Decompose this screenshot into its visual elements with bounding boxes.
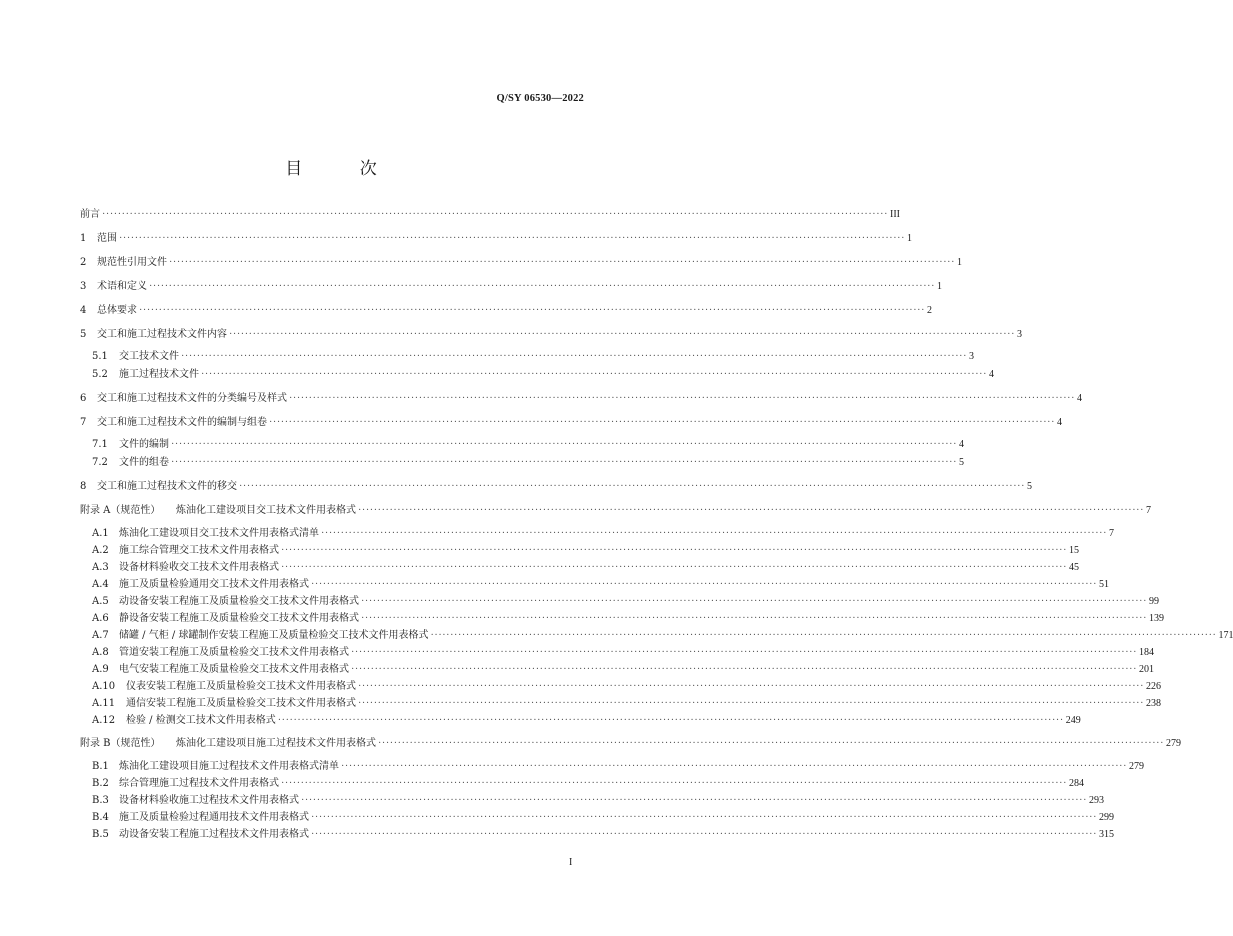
toc-entry-b-5[interactable] bbox=[92, 825, 1115, 841]
leader-dots: ········································································································································································································ bbox=[358, 698, 1145, 709]
entry-number: A.7 bbox=[92, 630, 109, 641]
entry-page: 4 bbox=[1077, 393, 1083, 404]
toc-title: 目 次 bbox=[285, 159, 403, 179]
entry-number: 5 bbox=[80, 329, 87, 340]
entry-number: 8 bbox=[80, 481, 87, 492]
toc-entry-8[interactable] bbox=[80, 477, 1033, 493]
page-number: I bbox=[569, 857, 573, 868]
entry-title: 动设备安装工程施工及质量检验交工技术文件用表格式 bbox=[119, 596, 359, 607]
entry-title: 动设备安装工程施工过程技术文件用表格式 bbox=[119, 829, 309, 840]
leader-dots: ········································································································································································································ bbox=[277, 715, 1064, 726]
leader-dots: ········································································································································································································ bbox=[139, 305, 926, 316]
toc-entry-a-8[interactable] bbox=[92, 643, 1155, 659]
entry-page: 5 bbox=[959, 457, 965, 468]
leader-dots: ········································································································································································································ bbox=[358, 505, 1145, 516]
leader-dots: ········································································································································································································ bbox=[181, 351, 968, 362]
leader-dots: ········································································································································································································ bbox=[229, 329, 1016, 340]
entry-page: 3 bbox=[969, 351, 975, 362]
entry-number: B.4 bbox=[92, 812, 109, 823]
entry-number: 4 bbox=[80, 305, 87, 316]
leader-dots: ········································································································································································································ bbox=[430, 630, 1217, 641]
entry-title: 施工过程技术文件 bbox=[119, 369, 199, 380]
entry-page: 171 bbox=[1218, 630, 1233, 641]
entry-title: 炼油化工建设项目交工技术文件用表格式 bbox=[176, 505, 356, 516]
entry-number: 附录 B（规范性） bbox=[80, 738, 161, 749]
toc-entry-b-3[interactable] bbox=[92, 791, 1105, 807]
toc-entry-5-1[interactable] bbox=[92, 347, 975, 363]
leader-dots: ········································································································································································································ bbox=[171, 457, 958, 468]
entry-number: B.5 bbox=[92, 829, 109, 840]
entry-number: 5.1 bbox=[92, 351, 108, 362]
toc-entry-7[interactable] bbox=[80, 413, 1063, 429]
entry-title: 综合管理施工过程技术文件用表格式 bbox=[119, 778, 279, 789]
entry-title: 总体要求 bbox=[97, 305, 137, 316]
toc-entry-3[interactable] bbox=[80, 277, 943, 293]
toc-entry-6[interactable] bbox=[80, 389, 1083, 405]
entry-title: 交工和施工过程技术文件内容 bbox=[97, 329, 227, 340]
entry-page: 299 bbox=[1099, 812, 1115, 823]
standard-code: Q/SY 06530—2022 bbox=[496, 93, 584, 104]
toc-entry-a-1[interactable] bbox=[92, 524, 1115, 540]
leader-dots: ········································································································································································································ bbox=[281, 562, 1068, 573]
entry-number: 7 bbox=[80, 417, 87, 428]
leader-dots: ········································································································································································································ bbox=[119, 233, 906, 244]
entry-title: 检验 / 检测交工技术文件用表格式 bbox=[126, 715, 276, 726]
leader-dots: ········································································································································································································ bbox=[201, 369, 988, 380]
entry-title: 炼油化工建设项目施工过程技术文件用表格式 bbox=[176, 738, 376, 749]
leader-dots: ········································································································································································································ bbox=[321, 528, 1108, 539]
toc-entry-b-2[interactable] bbox=[92, 774, 1085, 790]
toc-entry-5-2[interactable] bbox=[92, 365, 995, 381]
leader-dots: ········································································································································································································ bbox=[149, 281, 936, 292]
entry-number: B.1 bbox=[92, 761, 109, 772]
entry-title: 文件的组卷 bbox=[119, 457, 169, 468]
toc-entry-a-2[interactable] bbox=[92, 541, 1080, 557]
leader-dots: ········································································································································································································ bbox=[311, 579, 1098, 590]
toc-entry-a-12[interactable] bbox=[92, 711, 1081, 727]
entry-title: 储罐 / 气柜 / 球罐制作安装工程施工及质量检验交工技术文件用表格式 bbox=[119, 630, 429, 641]
entry-title: 施工及质量检验通用交工技术文件用表格式 bbox=[119, 579, 309, 590]
entry-number: 6 bbox=[80, 393, 87, 404]
entry-title: 交工和施工过程技术文件的移交 bbox=[97, 481, 237, 492]
toc-entry-1[interactable] bbox=[80, 229, 913, 245]
entry-page: 226 bbox=[1146, 681, 1162, 692]
entry-title: 管道安装工程施工及质量检验交工技术文件用表格式 bbox=[119, 647, 349, 658]
entry-page: 184 bbox=[1139, 647, 1155, 658]
entry-number: B.3 bbox=[92, 795, 109, 806]
toc-entry-b-1[interactable] bbox=[92, 757, 1145, 773]
entry-page: 249 bbox=[1065, 715, 1081, 726]
entry-number: B.2 bbox=[92, 778, 109, 789]
leader-dots: ········································································································································································································ bbox=[269, 417, 1056, 428]
entry-page: 7 bbox=[1146, 505, 1152, 516]
leader-dots: ········································································································································································································ bbox=[171, 439, 958, 450]
leader-dots: ········································································································································································································ bbox=[301, 795, 1088, 806]
toc-entry-a-10[interactable] bbox=[92, 677, 1162, 693]
entry-title: 施工综合管理交工技术文件用表格式 bbox=[119, 545, 279, 556]
entry-number: 2 bbox=[80, 257, 87, 268]
entry-title: 施工及质量检验过程通用技术文件用表格式 bbox=[119, 812, 309, 823]
leader-dots: ········································································································································································································ bbox=[361, 613, 1148, 624]
entry-title: 规范性引用文件 bbox=[97, 257, 167, 268]
entry-page: 139 bbox=[1149, 613, 1165, 624]
toc-entry-a-4[interactable] bbox=[92, 575, 1110, 591]
entry-page: III bbox=[890, 209, 901, 220]
entry-title: 电气安装工程施工及质量检验交工技术文件用表格式 bbox=[119, 664, 349, 675]
leader-dots: ········································································································································································································ bbox=[281, 545, 1068, 556]
entry-title: 静设备安装工程施工及质量检验交工技术文件用表格式 bbox=[119, 613, 359, 624]
toc-entry-a-11[interactable] bbox=[92, 694, 1162, 710]
entry-title: 文件的编制 bbox=[119, 439, 169, 450]
entry-number: A.4 bbox=[92, 579, 109, 590]
leader-dots: ········································································································································································································ bbox=[341, 761, 1128, 772]
entry-page: 293 bbox=[1089, 795, 1105, 806]
entry-title: 交工技术文件 bbox=[119, 351, 179, 362]
entry-number: A.10 bbox=[92, 681, 116, 692]
toc-entry-b-4[interactable] bbox=[92, 808, 1115, 824]
entry-title: 炼油化工建设项目交工技术文件用表格式清单 bbox=[119, 528, 319, 539]
entry-number: A.1 bbox=[92, 528, 109, 539]
entry-number: A.12 bbox=[92, 715, 116, 726]
leader-dots: ········································································································································································································ bbox=[289, 393, 1076, 404]
entry-page: 51 bbox=[1099, 579, 1110, 590]
toc-entry-foreword[interactable] bbox=[80, 205, 901, 221]
toc-entry-2[interactable] bbox=[80, 253, 963, 269]
entry-page: 7 bbox=[1109, 528, 1115, 539]
entry-title: 炼油化工建设项目施工过程技术文件用表格式清单 bbox=[119, 761, 339, 772]
leader-dots: ········································································································································································································ bbox=[311, 829, 1098, 840]
leader-dots: ········································································································································································································ bbox=[378, 738, 1165, 749]
entry-page: 45 bbox=[1069, 562, 1080, 573]
entry-number: A.6 bbox=[92, 613, 109, 624]
entry-page: 5 bbox=[1027, 481, 1033, 492]
entry-page: 2 bbox=[927, 305, 933, 316]
entry-page: 1 bbox=[907, 233, 913, 244]
entry-number: 1 bbox=[80, 233, 87, 244]
entry-page: 4 bbox=[959, 439, 965, 450]
entry-title: 通信安装工程施工及质量检验交工技术文件用表格式 bbox=[126, 698, 356, 709]
toc-entry-a-6[interactable] bbox=[92, 609, 1165, 625]
toc-entry-a-9[interactable] bbox=[92, 660, 1155, 676]
entry-title: 仪表安装工程施工及质量检验交工技术文件用表格式 bbox=[126, 681, 356, 692]
entry-number: 3 bbox=[80, 281, 87, 292]
entry-number: A.8 bbox=[92, 647, 109, 658]
leader-dots: ········································································································································································································ bbox=[281, 778, 1068, 789]
entry-title: 术语和定义 bbox=[97, 281, 147, 292]
entry-number: A.5 bbox=[92, 596, 109, 607]
toc-entry-annex-a[interactable] bbox=[80, 501, 1152, 517]
leader-dots: ········································································································································································································ bbox=[311, 812, 1098, 823]
entry-page: 99 bbox=[1149, 596, 1160, 607]
entry-page: 1 bbox=[957, 257, 963, 268]
entry-page: 1 bbox=[937, 281, 943, 292]
entry-page: 238 bbox=[1146, 698, 1162, 709]
entry-title: 设备材料验收施工过程技术文件用表格式 bbox=[119, 795, 299, 806]
entry-number: A.9 bbox=[92, 664, 109, 675]
entry-title: 设备材料验收交工技术文件用表格式 bbox=[119, 562, 279, 573]
leader-dots: ········································································································································································································ bbox=[361, 596, 1148, 607]
entry-number: 附录 A（规范性） bbox=[80, 505, 161, 516]
toc-entry-annex-b[interactable] bbox=[80, 734, 1182, 750]
entry-number: 7.2 bbox=[92, 457, 108, 468]
entry-page: 15 bbox=[1069, 545, 1080, 556]
toc-entry-a-5[interactable] bbox=[92, 592, 1160, 608]
entry-title: 交工和施工过程技术文件的分类编号及样式 bbox=[97, 393, 287, 404]
entry-page: 3 bbox=[1017, 329, 1023, 340]
leader-dots: ········································································································································································································ bbox=[239, 481, 1026, 492]
entry-number: A.3 bbox=[92, 562, 109, 573]
entry-title: 前言 bbox=[80, 209, 100, 220]
entry-number: A.11 bbox=[92, 698, 116, 709]
toc-entry-7-2[interactable] bbox=[92, 453, 965, 469]
leader-dots: ········································································································································································································ bbox=[169, 257, 956, 268]
toc-entry-a-3[interactable] bbox=[92, 558, 1080, 574]
toc-entry-7-1[interactable] bbox=[92, 435, 965, 451]
leader-dots: ········································································································································································································ bbox=[102, 209, 889, 220]
entry-page: 284 bbox=[1069, 778, 1085, 789]
entry-page: 201 bbox=[1139, 664, 1155, 675]
entry-page: 279 bbox=[1166, 738, 1182, 749]
toc-entry-a-7[interactable] bbox=[92, 626, 1233, 642]
leader-dots: ········································································································································································································ bbox=[351, 647, 1138, 658]
entry-number: A.2 bbox=[92, 545, 109, 556]
leader-dots: ········································································································································································································ bbox=[351, 664, 1138, 675]
entry-page: 4 bbox=[1057, 417, 1063, 428]
entry-number: 5.2 bbox=[92, 369, 108, 380]
entry-title: 范围 bbox=[97, 233, 117, 244]
entry-title: 交工和施工过程技术文件的编制与组卷 bbox=[97, 417, 267, 428]
toc-entry-4[interactable] bbox=[80, 301, 933, 317]
leader-dots: ········································································································································································································ bbox=[358, 681, 1145, 692]
toc-entry-5[interactable] bbox=[80, 325, 1023, 341]
entry-number: 7.1 bbox=[92, 439, 108, 450]
entry-page: 279 bbox=[1129, 761, 1145, 772]
entry-page: 4 bbox=[989, 369, 995, 380]
entry-page: 315 bbox=[1099, 829, 1115, 840]
